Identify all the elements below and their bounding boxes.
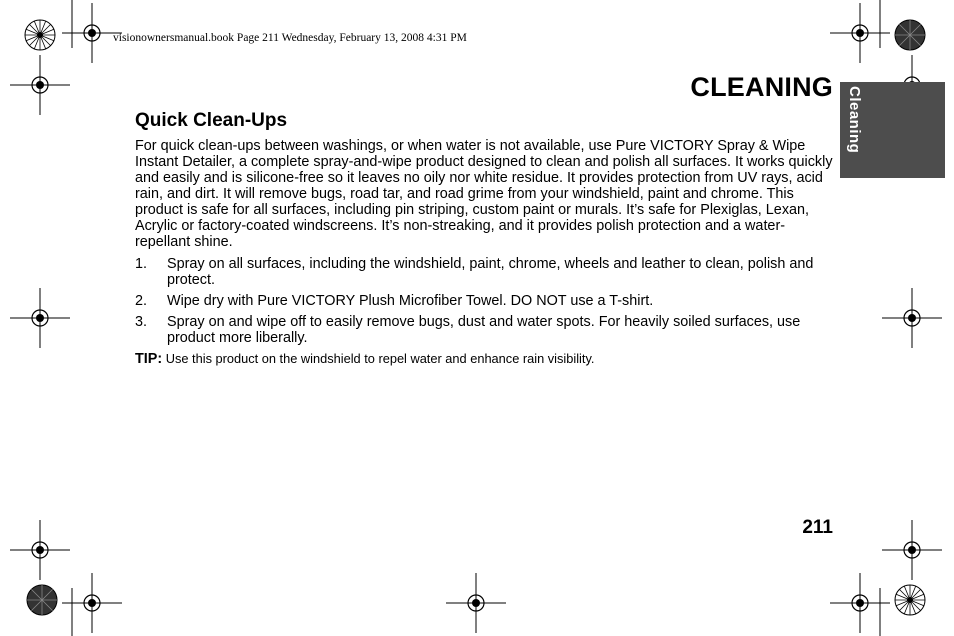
step-text: Spray on and wipe off to easily remove bugs, dust and water spots. For heavily soiled surfaces, use product more liberally. — [167, 314, 801, 346]
list-item — [135, 256, 833, 288]
tip-text: Use this product on the windshield to repel water and enhance rain visibility. — [165, 351, 595, 366]
step-text: Wipe dry with Pure VICTORY Plush Microfiber Towel. DO NOT use a T-shirt. — [167, 293, 654, 309]
page-number: 211 — [802, 517, 833, 538]
tip-label: TIP: — [135, 351, 163, 367]
step-number: 2. — [135, 293, 148, 309]
steps-list — [135, 256, 833, 346]
main-content — [135, 110, 833, 367]
step-number: 3. — [135, 314, 148, 330]
print-header: visionownersmanual.book Page 211 Wednesday, February 13, 2008 4:31 PM — [113, 32, 467, 44]
intro-paragraph: For quick clean-ups between washings, or when water is not available, use Pure VICTORY Spray & Wipe Instant Detailer, a complete spray-and-wipe product designed to clean and polish all surfaces. It works quickly and easily and is silicone-free so it leaves no oily nor white residue. It provides protection from UV rays, acid rain, and dirt. It will remove bugs, road tar, and road grime from your windshield, paint and chrome. This product is safe for all surfaces, including pin striping, custom paint or murals. It’s safe for Plexiglas, Lexan, Acrylic or factory-coated windscreens. It’s non-streaking, and it provides polish protection and a water-repellant shine. — [135, 138, 833, 250]
section-title: Quick Clean-Ups — [135, 110, 288, 131]
list-item — [135, 293, 833, 309]
tip — [135, 351, 833, 367]
list-item — [135, 314, 833, 346]
step-text: Spray on all surfaces, including the windshield, paint, chrome, wheels and leather to clean, polish and protect. — [167, 256, 814, 288]
chapter-tab-label: Cleaning — [846, 86, 863, 154]
step-number: 1. — [135, 256, 148, 272]
chapter-title: CLEANING — [690, 72, 833, 102]
